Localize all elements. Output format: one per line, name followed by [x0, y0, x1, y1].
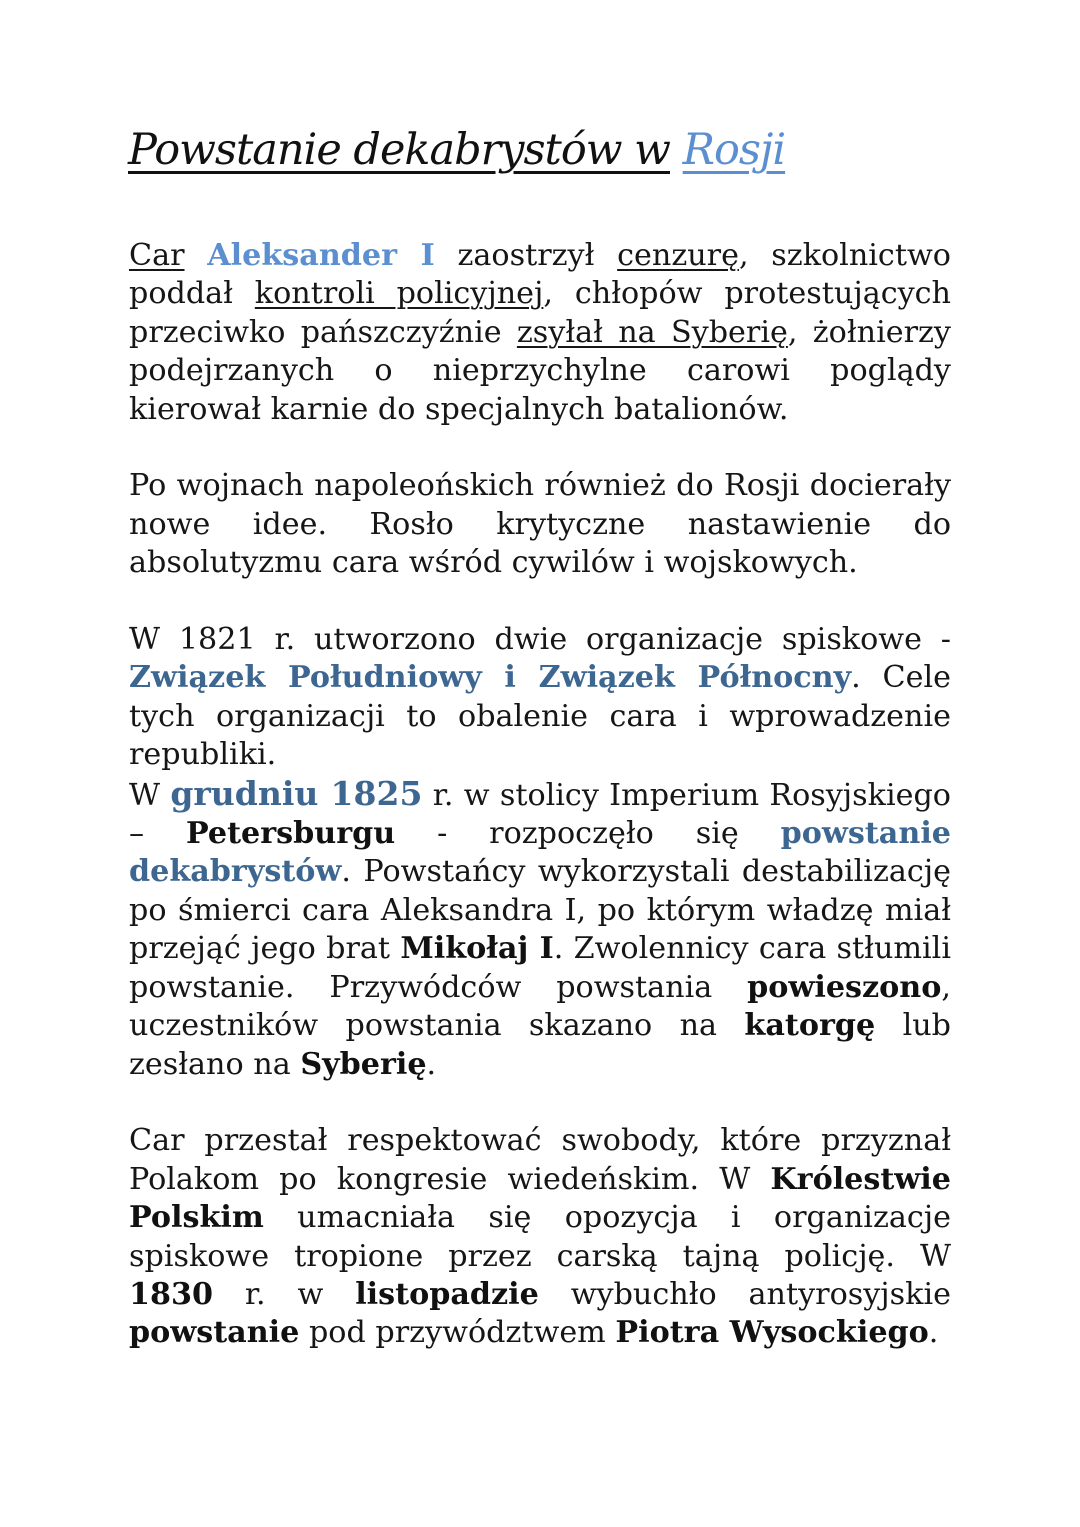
- p4-powieszono: powieszono: [747, 969, 942, 1005]
- p5-text-e: pod przywództwem: [308, 1315, 606, 1351]
- p1-aleksander: Aleksander I: [207, 238, 435, 273]
- p1-text-c: , chłopów protestujących przeciwko pańszczyźnie: [129, 276, 951, 350]
- p3-zwiazki: Związek Południowy i Związek Północny: [129, 660, 852, 696]
- p3-text-b: . Cele tych organizacji to obalenie cara i wprowadzenie republiki.: [129, 660, 951, 773]
- p4-text-a: W: [129, 777, 161, 813]
- p1-text-b: , szkolnictwo poddał: [129, 238, 951, 312]
- document-body: [129, 237, 951, 1391]
- p5-text-b: umacniała się opozycja i organizacje spiskowe tropione przez carską tajną policję. W: [129, 1200, 951, 1274]
- paragraph-5: [129, 1122, 951, 1352]
- p1-kontrola: kontroli policyjnej: [254, 276, 544, 312]
- p4-text-g: lub zesłano na: [129, 1008, 951, 1082]
- p4-text-h: .: [426, 1046, 437, 1082]
- paragraph-3: [129, 621, 951, 775]
- p1-text-a: zaostrzył: [457, 238, 595, 273]
- p4-mikolaj: Mikołaj I: [400, 931, 554, 967]
- paragraph-2: Po wojnach napoleońskich również do Rosji docierały nowe idee. Rosło krytyczne nastawienie do absolutyzmu cara wśród cywilów i wojskowych.: [129, 468, 951, 581]
- paragraph-4: [129, 775, 951, 1084]
- paragraph-1: [129, 237, 951, 429]
- p5-text-d: wybuchło antyrosyjskie: [570, 1276, 951, 1312]
- p5-text-c: r. w: [244, 1276, 324, 1312]
- title-main: Powstanie dekabrystów w: [128, 125, 670, 175]
- p1-car: Car: [129, 238, 185, 273]
- p3-text-a: W 1821 r. utworzono dwie organizacje spiskowe -: [129, 622, 951, 658]
- p4-text-e: . Zwolennicy cara stłumili powstanie. Przywódców powstania: [129, 931, 951, 1005]
- p5-text-f: .: [928, 1315, 939, 1351]
- p5-text-a: Car przestał respektować swobody, które przyznał Polakom po kongresie wiedeńskim. W: [129, 1123, 951, 1197]
- p1-text-d: , żołnierzy podejrzanych o nieprzychylne carowi poglądy kierował karnie do specjalnych batalionów.: [129, 314, 951, 427]
- p4-syberia: Syberię: [300, 1046, 427, 1082]
- p5-wysocki: Piotra Wysockiego: [615, 1315, 929, 1351]
- p4-text-c: - rozpoczęło się: [437, 816, 739, 852]
- title-accent: Rosji: [682, 125, 786, 175]
- p4-grudzien: grudniu 1825: [170, 773, 423, 813]
- p4-text-b: r. w stolicy Imperium Rosyjskiego –: [129, 777, 951, 852]
- p5-1830: 1830: [129, 1276, 214, 1312]
- p5-krolestwo: Królestwie Polskim: [129, 1161, 951, 1236]
- p1-cenzure: cenzurę: [617, 238, 739, 273]
- p1-zsylal: zsyłał na Syberię: [516, 314, 788, 350]
- p4-petersburg: Petersburgu: [186, 816, 396, 852]
- p5-powstanie: powstanie: [129, 1315, 300, 1351]
- p4-powstanie-dekabrystow: powstanie dekabrystów: [129, 816, 951, 890]
- p4-text-d: . Powstańcy wykorzystali destabilizację po śmierci cara Aleksandra I, po którym władzę miał przejąć jego brat: [129, 854, 951, 967]
- p4-katorga: katorgę: [744, 1008, 876, 1044]
- p4-text-f: , uczestników powstania skazano na: [129, 969, 951, 1044]
- document-title: [128, 120, 785, 180]
- p5-listopad: listopadzie: [355, 1276, 539, 1312]
